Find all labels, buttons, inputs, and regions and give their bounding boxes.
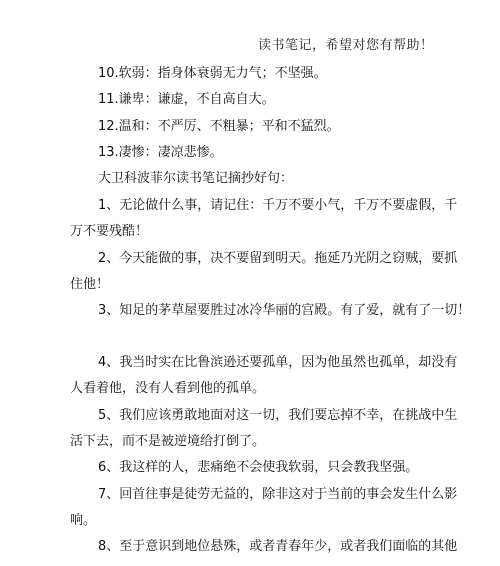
quote-1-line-2: 万不要残酷！ xyxy=(70,224,149,239)
definition-13: 13.凄惨：凄凉悲惨。 xyxy=(98,145,223,160)
quote-3-line-1: 3、知足的茅草屋要胜过冰冷华丽的宫殿。有了爱，就有了一切！ xyxy=(98,303,471,318)
quote-4-line-2: 人看着他，没有人看到他的孤单。 xyxy=(70,381,266,396)
quote-5-line-2: 活下去，而不是被逆境给打倒了。 xyxy=(70,434,266,449)
quote-6-line-1: 6、我这样的人，悲痛绝不会使我软弱，只会教我坚强。 xyxy=(98,460,419,475)
quote-4-line-1: 4、我当时实在比鲁滨逊还要孤单，因为他虽然也孤单，却没有 xyxy=(98,355,458,370)
definition-11: 11.谦卑：谦虚，不自高自大。 xyxy=(98,92,275,107)
quote-8-line-1: 8、至于意识到地位悬殊，或者青春年少，或者我们面临的其他 xyxy=(98,539,458,554)
page-header: 读书笔记，希望对您有帮助！ xyxy=(258,38,434,53)
definition-12: 12.温和：不严厉、不粗暴；平和不猛烈。 xyxy=(98,119,340,134)
quote-5-line-1: 5、我们应该勇敢地面对这一切，我们要忘掉不幸，在挑战中生 xyxy=(98,408,458,423)
quote-2-line-1: 2、今天能做的事，决不要留到明天。拖延乃光阴之窃贼，要抓 xyxy=(98,251,458,266)
quote-1-line-1: 1、无论做什么事，请记住：千万不要小气，千万不要虚假，千 xyxy=(98,198,458,213)
quote-7-line-2: 响。 xyxy=(70,513,97,528)
quote-2-line-2: 住他！ xyxy=(70,277,110,292)
section-title: 大卫科波菲尔读书笔记摘抄好句： xyxy=(98,171,294,186)
quote-7-line-1: 7、回首往事是徒劳无益的，除非这对于当前的事会发生什么影 xyxy=(98,487,458,502)
definition-10: 10.软弱：指身体衰弱无力气；不坚强。 xyxy=(98,66,327,81)
